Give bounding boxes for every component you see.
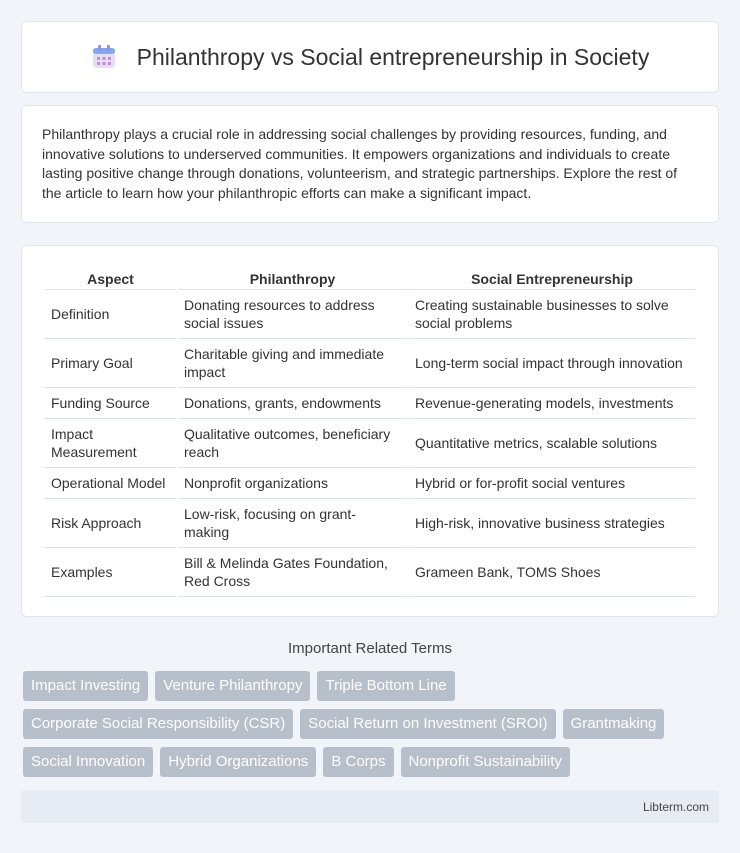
table-cell: Definition	[45, 290, 176, 339]
table-row	[45, 499, 695, 548]
table-cell: Primary Goal	[45, 339, 176, 388]
intro-text: Philanthropy plays a crucial role in addressing social challenges by providing resources, funding, and innovative solutions to underserved communities. It empowers organizations and individuals to create lasting positive change through donations, volunteerism, and strategic partnerships. Explore the rest of the article to learn how your philanthropic efforts can make a significant impact.	[42, 126, 678, 201]
related-term-tag[interactable]: Impact Investing	[23, 671, 148, 701]
header	[91, 44, 650, 71]
comparison-card	[21, 245, 719, 617]
table-cell: High-risk, innovative business strategies	[409, 499, 695, 548]
related-term-tag[interactable]: B Corps	[323, 747, 393, 777]
table-cell: Quantitative metrics, scalable solutions	[409, 419, 695, 468]
table-cell: Grameen Bank, TOMS Shoes	[409, 548, 695, 597]
footer	[21, 790, 719, 823]
related-term-tag[interactable]: Social Innovation	[23, 747, 153, 777]
table-cell: Creating sustainable businesses to solve social problems	[409, 290, 695, 339]
table-cell: Qualitative outcomes, beneficiary reach	[178, 419, 407, 468]
table-header-row	[45, 266, 695, 290]
table-cell: Revenue-generating models, investments	[409, 388, 695, 419]
footer-site-link[interactable]: Libterm.com	[642, 799, 709, 814]
table-cell: Charitable giving and immediate impact	[178, 339, 407, 388]
table-cell: Nonprofit organizations	[178, 468, 407, 499]
table-cell: Long-term social impact through innovation	[409, 339, 695, 388]
column-header-social-entrepreneurship: Social Entrepreneurship	[409, 266, 695, 290]
related-term-tag[interactable]: Hybrid Organizations	[160, 747, 316, 777]
table-cell: Low-risk, focusing on grant-making	[178, 499, 407, 548]
table-row	[45, 548, 695, 597]
column-header-philanthropy: Philanthropy	[178, 266, 407, 290]
related-terms-list	[23, 671, 723, 777]
related-term-tag[interactable]: Corporate Social Responsibility (CSR)	[23, 709, 293, 739]
related-term-tag[interactable]: Social Return on Investment (SROI)	[300, 709, 555, 739]
table-cell: Operational Model	[45, 468, 176, 499]
column-header-aspect: Aspect	[45, 266, 176, 290]
table-cell: Examples	[45, 548, 176, 597]
table-cell: Donations, grants, endowments	[178, 388, 407, 419]
table-cell: Impact Measurement	[45, 419, 176, 468]
intro-card	[21, 105, 719, 223]
table-cell: Hybrid or for-profit social ventures	[409, 468, 695, 499]
table-cell: Risk Approach	[45, 499, 176, 548]
table-cell: Funding Source	[45, 388, 176, 419]
related-term-tag[interactable]: Triple Bottom Line	[317, 671, 454, 701]
table-row	[45, 290, 695, 339]
table-row	[45, 419, 695, 468]
comparison-table	[43, 266, 697, 597]
related-term-tag[interactable]: Nonprofit Sustainability	[401, 747, 570, 777]
related-terms-title: Important Related Terms	[288, 640, 452, 657]
table-row	[45, 388, 695, 419]
table-cell: Bill & Melinda Gates Foundation, Red Cross	[178, 548, 407, 597]
page-title: Philanthropy vs Social entrepreneurship in Society	[136, 43, 650, 70]
table-cell: Donating resources to address social issues	[178, 290, 407, 339]
header-card	[21, 21, 719, 93]
table-row	[45, 468, 695, 499]
related-term-tag[interactable]: Venture Philanthropy	[155, 671, 310, 701]
calendar-icon	[91, 44, 117, 70]
table-row	[45, 339, 695, 388]
related-term-tag[interactable]: Grantmaking	[563, 709, 665, 739]
